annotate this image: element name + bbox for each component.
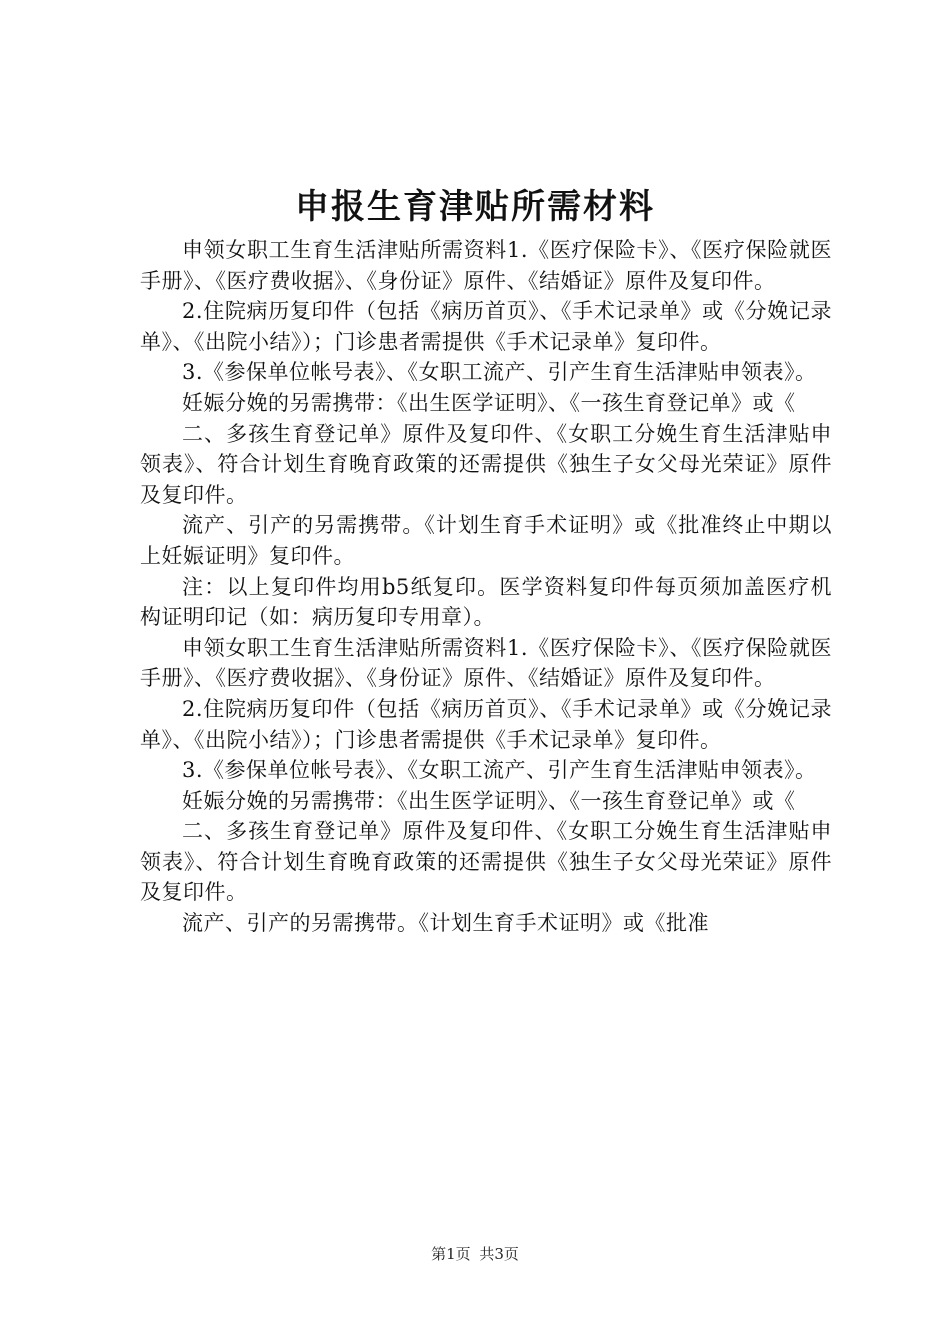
paragraph: 二、多孩生育登记单》原件及复印件、《女职工分娩生育生活津贴申领表》、符合计划生育晚育政策的还需提供《独生子女父母光荣证》原件及复印件。 xyxy=(140,819,832,905)
paragraph: 注：以上复印件均用b5纸复印。医学资料复印件每页须加盖医疗机构证明印记（如：病历复印专用章）。 xyxy=(140,574,832,630)
page-number: 第1页 xyxy=(431,1245,471,1263)
paragraph: 妊娠分娩的另需携带：《出生医学证明》、《一孩生育登记单》或《 xyxy=(182,788,796,813)
page-total: 共3页 xyxy=(479,1245,519,1263)
paragraph: 二、多孩生育登记单》原件及复印件、《女职工分娩生育生活津贴申领表》、符合计划生育晚育政策的还需提供《独生子女父母光荣证》原件及复印件。 xyxy=(140,421,832,507)
document-title: 申报生育津贴所需材料 xyxy=(295,187,655,227)
paragraph: 申领女职工生育生活津贴所需资料1.《医疗保险卡》、《医疗保险就医手册》、《医疗费收据》、《身份证》原件、《结婚证》原件及复印件。 xyxy=(140,635,832,691)
document-body xyxy=(140,235,832,939)
paragraph: 妊娠分娩的另需携带：《出生医学证明》、《一孩生育登记单》或《 xyxy=(182,390,796,415)
paragraph: 3.《参保单位帐号表》、《女职工流产、引产生育生活津贴申领表》。 xyxy=(182,758,817,783)
paragraph: 申领女职工生育生活津贴所需资料1.《医疗保险卡》、《医疗保险就医手册》、《医疗费收据》、《身份证》原件、《结婚证》原件及复印件。 xyxy=(140,238,832,293)
paragraph: 2.住院病历复印件（包括《病历首页》、《手术记录单》或《分娩记录单》、《出院小结》）；门诊患者需提供《手术记录单》复印件。 xyxy=(140,696,832,752)
paragraph: 流产、引产的另需携带。《计划生育手术证明》或《批准终止中期以上妊娠证明》复印件。 xyxy=(140,513,832,568)
paragraph: 3.《参保单位帐号表》、《女职工流产、引产生育生活津贴申领表》。 xyxy=(182,360,817,385)
paragraph: 2.住院病历复印件（包括《病历首页》、《手术记录单》或《分娩记录单》、《出院小结》）；门诊患者需提供《手术记录单》复印件。 xyxy=(140,299,832,354)
page-footer xyxy=(0,1244,950,1264)
paragraph: 流产、引产的另需携带。《计划生育手术证明》或《批准 xyxy=(182,911,709,936)
